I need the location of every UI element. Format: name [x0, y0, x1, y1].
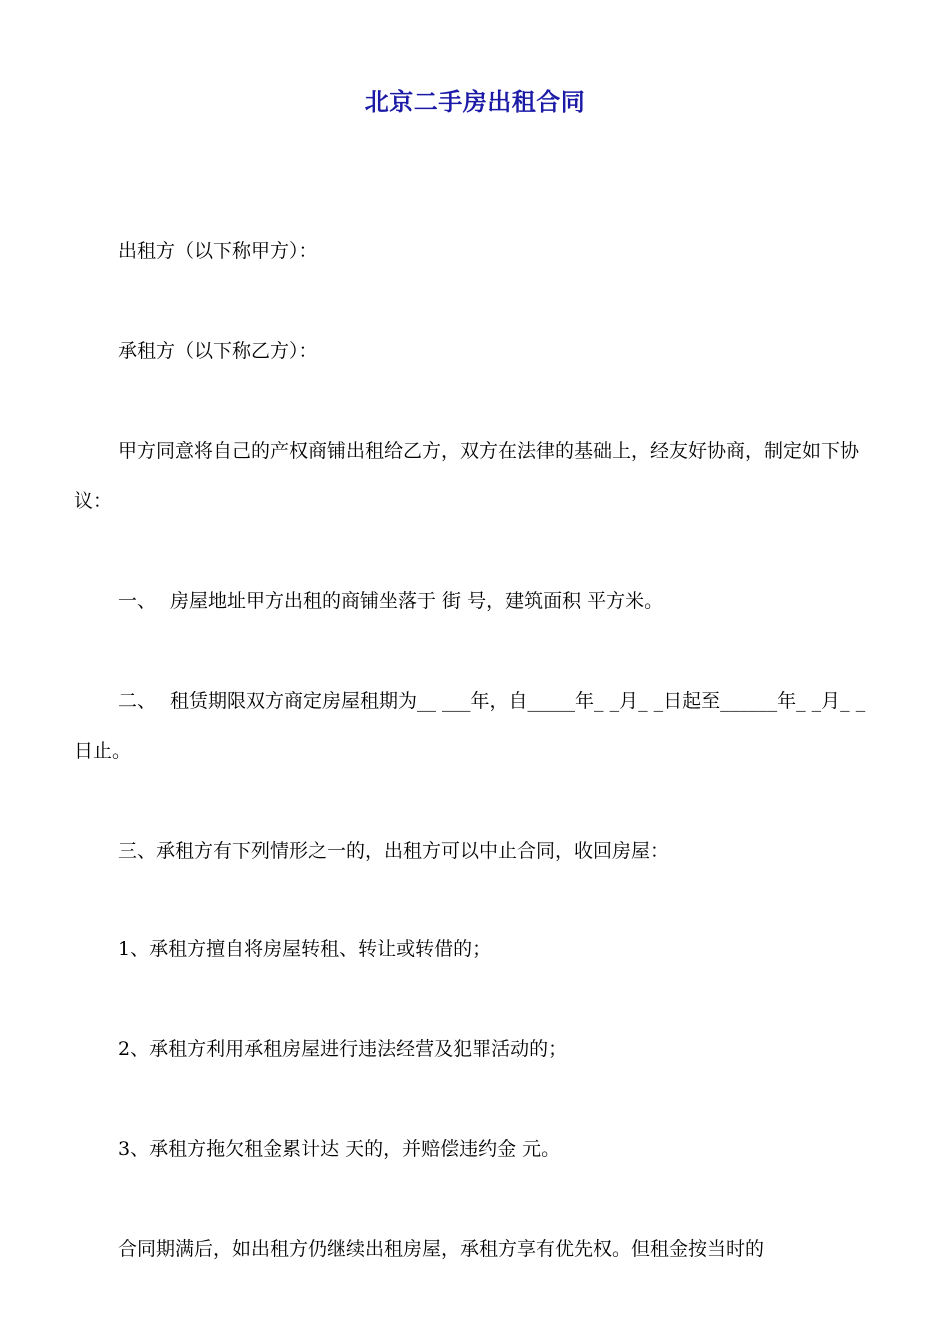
paragraph-clause-3: 三、承租方有下列情形之一的，出租方可以中止合同，收回房屋：: [118, 840, 670, 862]
paragraph-item-2: 2、承租方利用承租房屋进行违法经营及犯罪活动的；: [118, 1038, 568, 1060]
paragraph-clause-2: [74, 676, 880, 776]
clause-1-text: 房屋地址甲方出租的商铺坐落于 街 号，建筑面积 平方米。: [170, 590, 664, 612]
clause-2-number: 二、: [118, 690, 157, 712]
paragraph-intro: 甲方同意将自己的产权商铺出租给乙方，双方在法律的基础上，经友好协商，制定如下协议：: [74, 440, 860, 512]
paragraph-clause-1: [74, 576, 880, 626]
paragraph-item-3: 3、承租方拖欠租金累计达 天的，并赔偿违约金 元。: [118, 1138, 561, 1160]
paragraph-item-1: 1、承租方擅自将房屋转租、转让或转借的；: [118, 938, 492, 960]
clause-2-text: 租赁期限双方商定房屋租期为__ ___年，自_____年_ _月_ _日起至______年_ _月_ _日止。: [74, 690, 866, 762]
paragraph-lessor: 出租方（以下称甲方）：: [118, 240, 318, 262]
paragraph-renewal: 合同期满后，如出租方仍继续出租房屋，承租方享有优先权。但租金按当时的: [118, 1238, 765, 1260]
paragraph-lessee: 承租方（以下称乙方）：: [118, 340, 318, 362]
document-title: 北京二手房出租合同: [364, 87, 586, 116]
clause-1-number: 一、: [118, 590, 157, 612]
